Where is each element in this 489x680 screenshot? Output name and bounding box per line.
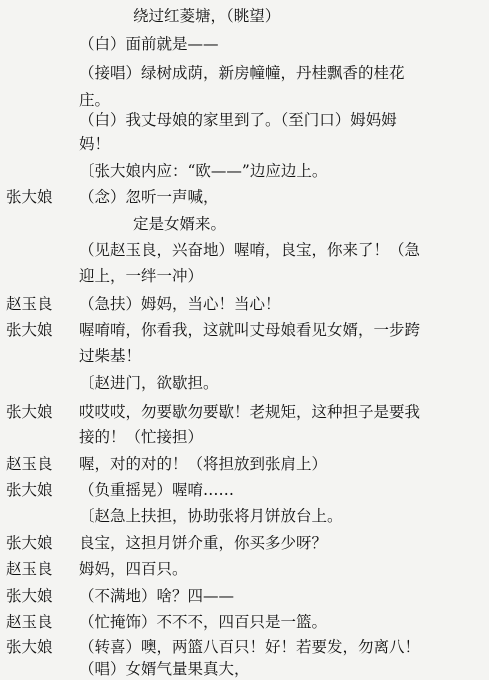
speaker-name: 张大娘	[6, 534, 53, 552]
script-line: （白）面前就是——	[79, 35, 219, 53]
script-line: （忙掩饰）不不不，四百只是一篮。	[79, 613, 328, 631]
script-line: （念）忽听一声喊，	[79, 188, 219, 206]
speaker-name: 张大娘	[6, 321, 53, 339]
stage-direction: 〔赵急上扶担，协助张将月饼放台上。	[79, 507, 343, 525]
speaker-name: 赵玉良	[6, 613, 53, 631]
speaker-name: 张大娘	[6, 188, 53, 206]
script-line: （不满地）啥？四——	[79, 587, 235, 605]
script-line: 良宝，这担月饼介重，你买多少呀？	[79, 534, 328, 552]
script-line: 定是女婿来。	[133, 215, 227, 233]
script-line: 庄。	[79, 91, 111, 109]
stage-direction: 〔张大娘内应：“欧——”边应边上。	[79, 162, 328, 180]
script-line: （见赵玉良，兴奋地）喔唷，良宝，你来了！（急	[79, 241, 421, 259]
script-line: （转喜）噢，两篮八百只！好！若要发，勿离八！	[79, 638, 421, 656]
script-line: 哎哎哎，勿要歇勿要歇！老规矩，这种担子是要我	[79, 403, 421, 421]
script-line: 姆妈，四百只。	[79, 560, 188, 578]
speaker-name: 赵玉良	[6, 295, 53, 313]
speaker-name: 张大娘	[6, 638, 53, 656]
script-line: （唱）女婿气量果真大，	[79, 660, 250, 678]
script-line: （负重摇晃）喔唷……	[79, 481, 235, 499]
script-line: 迎上，一绊一冲）	[79, 267, 204, 285]
script-line: 喔唷唷，你看我，这就叫丈母娘看见女婿，一步跨	[79, 321, 421, 339]
speaker-name: 张大娘	[6, 481, 53, 499]
script-line: 喔，对的对的！（将担放到张肩上）	[79, 455, 328, 473]
script-line: （急扶）姆妈，当心！当心！	[79, 295, 281, 313]
script-line: 妈！	[79, 135, 111, 153]
script-line: 接的！（忙接担）	[79, 428, 204, 446]
speaker-name: 张大娘	[6, 403, 53, 421]
script-line: （白）我丈母娘的家里到了。（至门口）姆妈姆	[79, 111, 397, 129]
speaker-name: 赵玉良	[6, 455, 53, 473]
speaker-name: 赵玉良	[6, 560, 53, 578]
script-line: 绕过红菱塘，（眺望）	[133, 7, 281, 25]
script-line: 过柴基！	[79, 347, 142, 365]
speaker-name: 张大娘	[6, 587, 53, 605]
stage-direction: 〔赵进门，欲歇担。	[79, 374, 219, 392]
script-line: （接唱）绿树成荫，新房幢幢，丹桂飘香的桂花	[79, 64, 405, 82]
